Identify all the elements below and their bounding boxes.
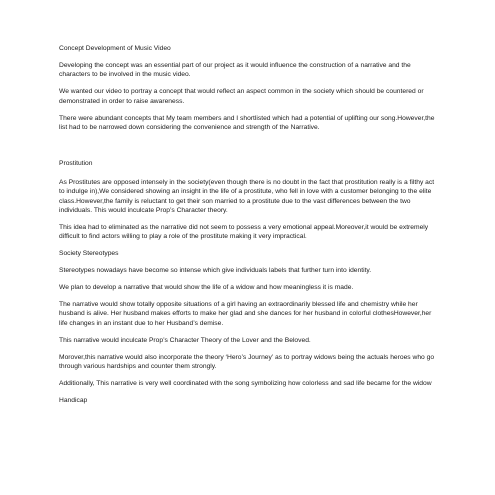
- stereotypes-paragraph-2: We plan to develop a narrative that would show the life of a widow and how meaningless it is made.: [59, 284, 354, 291]
- stereotypes-paragraph-4: This narrative would inculcate Prop’s Character Theory of the Lover and the Beloved.: [59, 336, 311, 344]
- stereotypes-paragraph-6: Additionally, This narrative is very well coordinated with the song symbolizing how colorless and sad life became for the widow: [59, 379, 432, 387]
- intro-paragraph-1: Developing the concept was an essential part of our project as it would influence the construction of a narrative and the characters to be involved in the music video.: [59, 61, 411, 79]
- document-title: Concept Development of Music Video: [59, 45, 171, 52]
- stereotypes-paragraph-5: Morover,this narrative would also incorporate the theory ‘Hero’s Journey’ as to portray widows being the actuals heroes who go through various hardships and counter them strongly.: [59, 353, 435, 370]
- prostitution-paragraph-2: This idea had to eliminated as the narrative did not seem to possess a very emotional appeal.Moreover,it would be extremely difficult to find actors willing to play a role of the prostitute making it very impractical.: [59, 223, 429, 241]
- document-body: [59, 44, 439, 405]
- intro-paragraph-3: There were abundant concepts that My team members and I shortlisted which had a potential of uplifting our song.However,the list had to be narrowed down considering the convenience and strength of the Narrative.: [59, 114, 435, 131]
- stereotypes-paragraph-3: The narrative would show totally opposite situations of a girl having an extraordinarily blessed life and chemistry while her husband is alive. Her husband makes efforts to make her glad and she dances for her husband in colorful clothesHowever,her life changes in an instant due to her Husband’s demise.: [59, 300, 432, 327]
- section-heading-handicap: Handicap: [59, 396, 88, 404]
- section-heading-prostitution: Prostitution: [59, 160, 93, 168]
- intro-paragraph-2: We wanted our video to portray a concept that would reflect an aspect common in the society which should be countered or demonstrated in order to raise awareness.: [59, 88, 424, 105]
- section-heading-stereotypes: Society Stereotypes: [59, 250, 119, 258]
- prostitution-paragraph-1: As Prostitutes are opposed intensely in the society(even though there is no doubt in the fact that prostitution really is a filthy act to indulge in),We considered showing an insight in the life of a prostitute, who fell in love with a customer belonging to the elite class.However,the family is reluctant to get their son married to a prostitute due to the vast differences between the two individuals. This would inculcate Prop’s Character theory.: [59, 178, 435, 214]
- stereotypes-paragraph-1: Stereotypes nowadays have become so intense which give individuals labels that further turn into identity.: [59, 267, 372, 275]
